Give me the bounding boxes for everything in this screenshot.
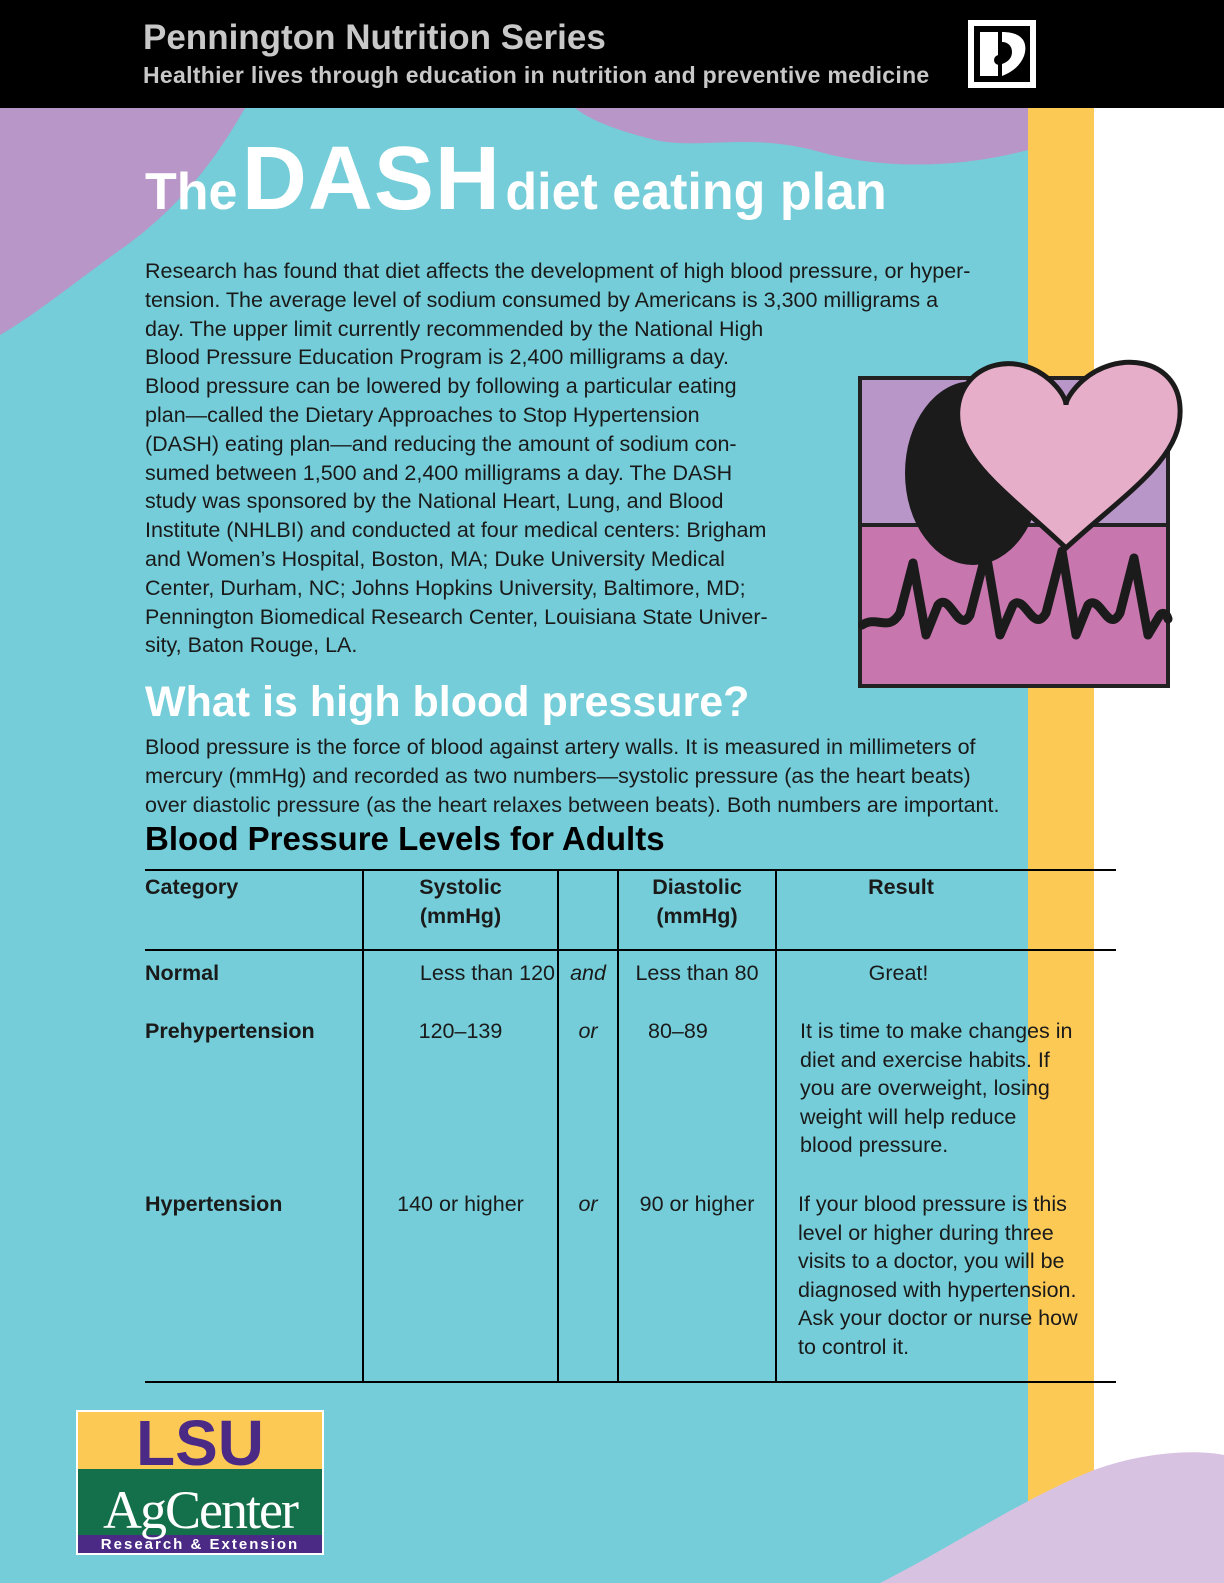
intro-line: plan—called the Dietary Approaches to Stop Hypertension — [145, 402, 700, 427]
title-the: The — [145, 163, 238, 221]
row-normal-diastolic: Less than 80 — [635, 961, 759, 985]
intro-line: Pennington Biomedical Research Center, Louisiana State Univer- — [145, 604, 768, 629]
row-hypertension-category: Hypertension — [145, 1192, 283, 1216]
row-normal-connector: and — [570, 961, 606, 985]
intro-line: and Women’s Hospital, Boston, MA; Duke University Medical — [145, 546, 725, 571]
title-rest: diet eating plan — [505, 163, 887, 221]
row-hypertension-result — [798, 1190, 1078, 1362]
result-line: It is time to make changes in — [800, 1019, 1073, 1043]
header-category: Category — [145, 875, 239, 899]
header-systolic-unit: (mmHg) — [419, 904, 502, 928]
bp-definition-line: Blood pressure is the force of blood against artery walls. It is measured in millimeters of — [145, 735, 976, 759]
header-systolic: Systolic — [419, 875, 502, 899]
result-line: you are overweight, losing — [800, 1076, 1050, 1101]
row-normal-systolic: Less than 120 — [419, 961, 555, 985]
row-prehypertension-connector: or — [578, 1019, 598, 1043]
row-hypertension-connector: or — [578, 1192, 598, 1216]
title-dash: DASH — [241, 129, 501, 229]
header-diastolic: Diastolic — [652, 875, 742, 899]
header-result: Result — [868, 875, 934, 899]
intro-line: sumed between 1,500 and 2,400 milligrams a day. The DASH — [145, 460, 733, 485]
intro-line: Center, Durham, NC; Johns Hopkins University, Baltimore, MD; — [145, 575, 746, 600]
row-hypertension-diastolic: 90 or higher — [639, 1192, 755, 1216]
table-title: Blood Pressure Levels for Adults — [145, 820, 665, 857]
row-normal-result: Great! — [868, 961, 929, 985]
section-heading: What is high blood pressure? — [145, 678, 750, 726]
row-prehypertension-systolic: 120–139 — [418, 1019, 503, 1043]
row-prehypertension-diastolic: 80–89 — [648, 1019, 708, 1043]
intro-line: Blood Pressure Education Program is 2,400 milligrams a day. — [145, 345, 729, 370]
result-line: blood pressure. — [800, 1133, 949, 1158]
intro-line: study was sponsored by the National Heart, Lung, and Blood — [145, 489, 724, 514]
result-line: weight will help reduce — [800, 1104, 1017, 1129]
intro-line: Research has found that diet affects the development of high blood pressure, or hyper- — [145, 259, 971, 283]
result-line: level or higher during three — [798, 1220, 1054, 1245]
result-line: diagnosed with hypertension. — [798, 1277, 1077, 1302]
intro-line: sity, Baton Rouge, LA. — [145, 633, 358, 658]
logo-agcenter-text: AgCenter — [103, 1480, 297, 1540]
intro-line: (DASH) eating plan—and reducing the amount of sodium con- — [145, 431, 737, 456]
bp-definition-line: mercury (mmHg) and recorded as two numbers—systolic pressure (as the heart beats) — [145, 764, 971, 788]
row-normal-category: Normal — [145, 961, 220, 985]
header-diastolic-unit: (mmHg) — [656, 904, 738, 928]
result-line: Ask your doctor or nurse how — [798, 1306, 1078, 1331]
logo-lsu-text: LSU — [136, 1410, 264, 1479]
result-line: visits to a doctor, you will be — [798, 1249, 1065, 1274]
series-tagline: Healthier lives through education in nutrition and preventive medicine — [143, 62, 930, 88]
bp-definition-line: over diastolic pressure (as the heart relaxes between beats). Both numbers are important. — [145, 793, 1000, 817]
lsu-agcenter-logo — [76, 1410, 324, 1555]
logo-research-text: Research & Extension — [100, 1536, 300, 1553]
row-hypertension-systolic: 140 or higher — [397, 1192, 524, 1216]
result-line: to control it. — [798, 1334, 910, 1359]
row-prehypertension-category: Prehypertension — [145, 1019, 315, 1043]
result-line: If your blood pressure is this — [798, 1192, 1067, 1216]
row-prehypertension-result — [800, 1017, 1072, 1160]
intro-line: day. The upper limit currently recommended by the National High — [145, 316, 764, 341]
result-line: diet and exercise habits. If — [800, 1047, 1050, 1072]
intro-line: tension. The average level of sodium consumed by Americans is 3,300 milligrams a — [145, 287, 939, 312]
intro-line: Blood pressure can be lowered by following a particular eating — [145, 374, 737, 399]
series-title: Pennington Nutrition Series — [143, 18, 606, 57]
intro-line: Institute (NHLBI) and conducted at four medical centers: Brigham — [145, 518, 767, 543]
